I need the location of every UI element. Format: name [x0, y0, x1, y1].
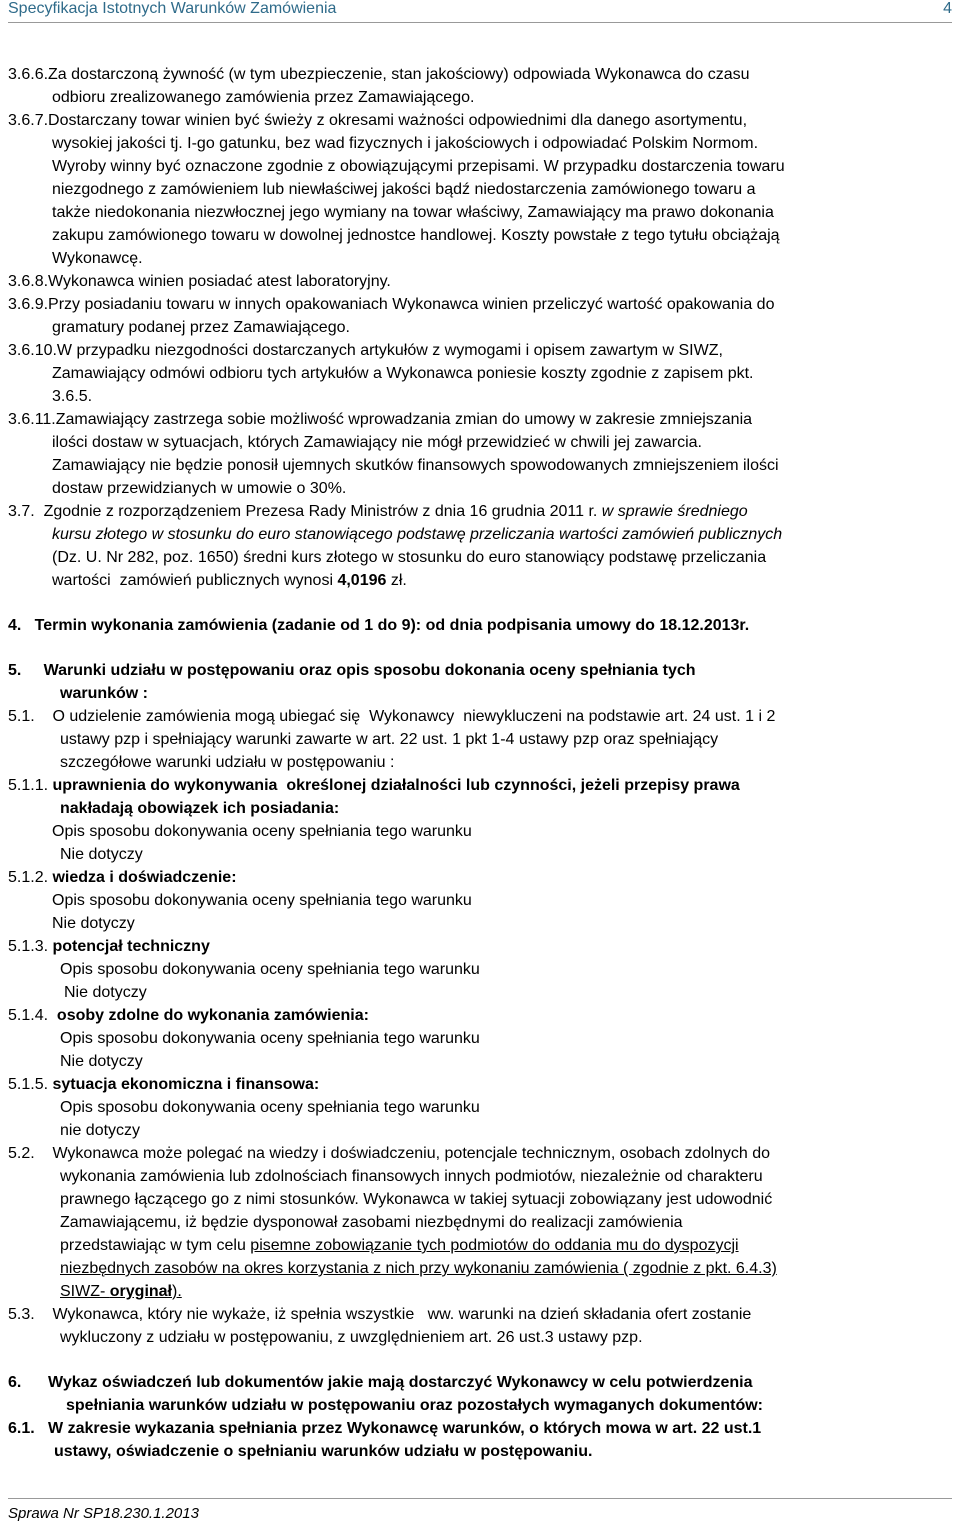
text-span: 5.1.5.: [8, 1076, 53, 1093]
text-line: wykluczony z udziału w postępowaniu, z uwzględnieniem art. 26 ust.3 ustawy pzp.: [60, 1329, 643, 1346]
text-line: Zamawiający nie będzie ponosił ujemnych skutków finansowych spowodowanych zmniejszeniem ilości: [52, 457, 779, 474]
text-span: 5.1.1.: [8, 777, 53, 794]
bold-span: oryginał: [109, 1283, 172, 1300]
text-line: 3.6.5.: [52, 388, 93, 405]
text-line: Opis sposobu dokonywania oceny spełniania tego warunku: [60, 1030, 480, 1047]
text-span: 5.1.2.: [8, 869, 53, 886]
text-line: odbioru zrealizowanego zamówienia przez Zamawiającego.: [52, 89, 475, 106]
text-line: [8, 936, 210, 958]
text-line: Zamawiającemu, iż będzie dysponował zasobami niezbędnymi do realizacji zamówienia: [60, 1214, 683, 1231]
text-line: [60, 1281, 182, 1303]
text-line: [60, 1235, 739, 1257]
section-heading: warunków :: [60, 685, 149, 702]
text-span: SIWZ-: [60, 1283, 110, 1300]
case-number: Sprawa Nr SP18.230.1.2013: [8, 1505, 199, 1522]
text-line: nie dotyczy: [60, 1122, 141, 1139]
text-span: 5.1.3.: [8, 938, 53, 955]
text-line: Zamawiający odmówi odbioru tych artykułów a Wykonawca poniesie koszty zgodnie z zapisem pkt.: [52, 365, 754, 382]
text-line: nakładają obowiązek ich posiadania:: [60, 800, 340, 817]
text-line: [8, 501, 748, 523]
text-line: prawnego łączącego go z nimi stosunków. Wykonawca w takiej sytuacji zobowiązany jest udowodnić: [60, 1191, 773, 1208]
text-line: 5.3. Wykonawca, który nie wykaże, iż spełnia wszystkie ww. warunki na dzień składania ofert zostanie: [8, 1306, 752, 1323]
text-line: 3.6.11.Zamawiający zastrzega sobie możliwość wprowadzania zmian do umowy w zakresie zmniejszania: [8, 411, 753, 428]
text-line: Nie dotyczy: [60, 1053, 143, 1070]
text-line: ilości dostaw w sytuacjach, których Zamawiający nie mógł przewidzieć w chwili jej zawarcia.: [52, 434, 702, 451]
bold-span: sytuacja ekonomiczna i finansowa:: [52, 1076, 320, 1093]
text-line: Nie dotyczy: [60, 846, 143, 863]
section-heading: 4. Termin wykonania zamówienia (zadanie od 1 do 9): od dnia podpisania umowy do 18.12.2013r.: [8, 617, 750, 634]
text-line: 5.1. O udzielenie zamówienia mogą ubiegać się Wykonawcy niewykluczeni na podstawie art. 24 ust. 1 i 2: [8, 708, 776, 725]
text-line: zakupu zamówionego towaru w dowolnej jednostce handlowej. Koszty powstałe z tego tytułu obciążają: [52, 227, 780, 244]
bold-span: potencjał techniczny: [52, 938, 210, 955]
text-line: dostaw przewidzianych w umowie o 30%.: [52, 480, 347, 497]
bold-span: wiedza i doświadczenie:: [52, 869, 237, 886]
text-line: kursu złotego w stosunku do euro stanowiącego podstawę przeliczania wartości zamówień publicznych: [52, 526, 783, 543]
text-span: wartości zamówień publicznych wynosi: [52, 572, 338, 589]
text-line: 3.6.7.Dostarczany towar winien być świeży z okresami ważności odpowiednimi dla danego asortymentu,: [8, 112, 748, 129]
text-line: Nie dotyczy: [64, 984, 147, 1001]
text-line: gramatury podanej przez Zamawiającego.: [52, 319, 350, 336]
page-footer: [8, 1498, 952, 1522]
text-line: [8, 1005, 369, 1027]
page-number: 4: [943, 0, 952, 17]
text-line: także niedokonania niezwłocznej jego wymiany na towar właściwy, Zamawiający ma prawo dokonania: [52, 204, 774, 221]
bold-span: osoby zdolne do wykonania zamówienia:: [56, 1007, 369, 1024]
text-line: [8, 775, 740, 797]
text-line: (Dz. U. Nr 282, poz. 1650) średni kurs złotego w stosunku do euro stanowiący podstawę przeliczania: [52, 549, 767, 566]
text-line: Wyroby winny być oznaczone zgodnie z obowiązującymi przepisami. W przypadku dostarczenia towaru: [52, 158, 785, 175]
text-line: wysokiej jakości tj. I-go gatunku, bez wad fizycznych i jakościowych i odpowiadać Polskim Normom.: [52, 135, 759, 152]
text-line: Opis sposobu dokonywania oceny spełniania tego warunku: [60, 961, 480, 978]
bold-span: uprawnienia do wykonywania określonej działalności lub czynności, jeżeli przepisy prawa: [52, 777, 740, 794]
page-header: [8, 0, 952, 23]
text-span: ).: [172, 1283, 182, 1300]
document-title: Specyfikacja Istotnych Warunków Zamówienia: [8, 0, 337, 17]
text-line: szczegółowe warunki udziału w postępowaniu :: [60, 754, 395, 771]
text-span: zł.: [386, 572, 407, 589]
text-line: wykonania zamówienia lub zdolnościach finansowych innych podmiotów, niezależnie od charakteru: [60, 1168, 763, 1185]
text-line: niezbędnych zasobów na okres korzystania z nich przy wykonaniu zamówienia ( zgodnie z pkt. 6.4.3): [60, 1260, 777, 1277]
text-line: Wykonawcę.: [52, 250, 143, 267]
text-span: przedstawiając w tym celu: [60, 1237, 251, 1254]
section-heading: spełniania warunków udziału w postępowaniu oraz pozostałych wymaganych dokumentów:: [66, 1397, 763, 1414]
text-line: 6.1. W zakresie wykazania spełniania przez Wykonawcę warunków, o których mowa w art. 22 ust.1: [8, 1420, 762, 1437]
text-line: 5.2. Wykonawca może polegać na wiedzy i doświadczeniu, potencjale technicznym, osobach zdolnych do: [8, 1145, 771, 1162]
text-line: 3.6.9.Przy posiadaniu towaru w innych opakowaniach Wykonawca winien przeliczyć wartość opakowania do: [8, 296, 775, 313]
text-line: Opis sposobu dokonywania oceny spełniania tego warunku: [52, 823, 472, 840]
underlined-span: pisemne zobowiązanie tych podmiotów do oddania mu do dyspozycji: [250, 1237, 739, 1254]
text-line: 3.6.10.W przypadku niezgodności dostarczanych artykułów z wymogami i opisem zawartym w SIWZ,: [8, 342, 723, 359]
text-line: Opis sposobu dokonywania oceny spełniania tego warunku: [60, 1099, 480, 1116]
text-line: Nie dotyczy: [52, 915, 135, 932]
text-line: niezgodnego z zamówieniem lub niewłaściwej jakości bądź niedostarczenia zamówionego towaru a: [52, 181, 756, 198]
text-line: [8, 867, 237, 889]
text-line: Opis sposobu dokonywania oceny spełniania tego warunku: [52, 892, 472, 909]
text-line: 3.6.8.Wykonawca winien posiadać atest laboratoryjny.: [8, 273, 391, 290]
section-heading: 6. Wykaz oświadczeń lub dokumentów jakie mają dostarczyć Wykonawcy w celu potwierdzenia: [8, 1374, 753, 1391]
italic-span: w sprawie średniego: [601, 503, 748, 520]
text-line: [52, 570, 407, 592]
bold-span: 4,0196: [337, 572, 387, 589]
text-line: ustawy, oświadczenie o spełnianiu warunków udziału w postępowaniu.: [54, 1443, 593, 1460]
text-span: 3.7. Zgodnie z rozporządzeniem Prezesa Rady Ministrów z dnia 16 grudnia 2011 r.: [8, 503, 602, 520]
text-line: ustawy pzp i spełniający warunki zawarte w art. 22 ust. 1 pkt 1-4 ustawy pzp oraz spełniający: [60, 731, 719, 748]
text-line: 3.6.6.Za dostarczoną żywność (w tym ubezpieczenie, stan jakościowy) odpowiada Wykonawca do czasu: [8, 66, 750, 83]
text-span: 5.1.4.: [8, 1007, 57, 1024]
text-line: [8, 1074, 319, 1096]
section-heading: 5. Warunki udziału w postępowaniu oraz opis sposobu dokonania oceny spełniania tych: [8, 662, 696, 679]
